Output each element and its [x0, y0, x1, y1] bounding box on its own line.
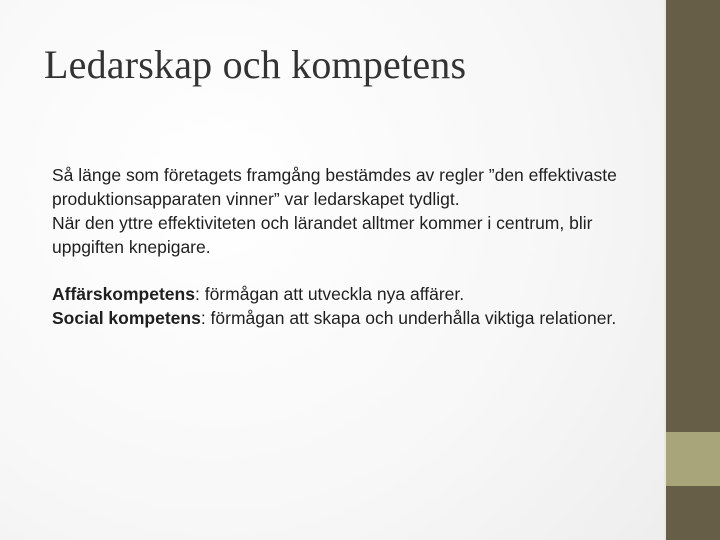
definition-term: Affärskompetens: [52, 283, 195, 304]
definition-text: förmågan att skapa och underhålla viktiga relationer.: [205, 307, 617, 328]
slide-body: [52, 164, 642, 331]
definition-text: förmågan att utveckla nya affärer.: [199, 283, 465, 304]
definition-separator: :: [200, 307, 206, 328]
slide-title: Ledarskap och kompetens: [44, 42, 467, 87]
body-paragraph-2: När den yttre effektiviteten och lärandet alltmer kommer i centrum, blir uppgiften knepigare.: [52, 212, 593, 257]
body-paragraph-1: Så länge som företagets framgång bestämdes av regler ”den effektivaste produktionsapparaten vinner” var ledarskapet tydligt.: [52, 165, 617, 209]
definition-term: Social kompetens: [52, 307, 201, 328]
definition-social-competence: [52, 307, 642, 331]
side-accent-block: [666, 432, 720, 486]
definition-business-competence: [52, 283, 642, 307]
definition-separator: :: [194, 283, 200, 304]
